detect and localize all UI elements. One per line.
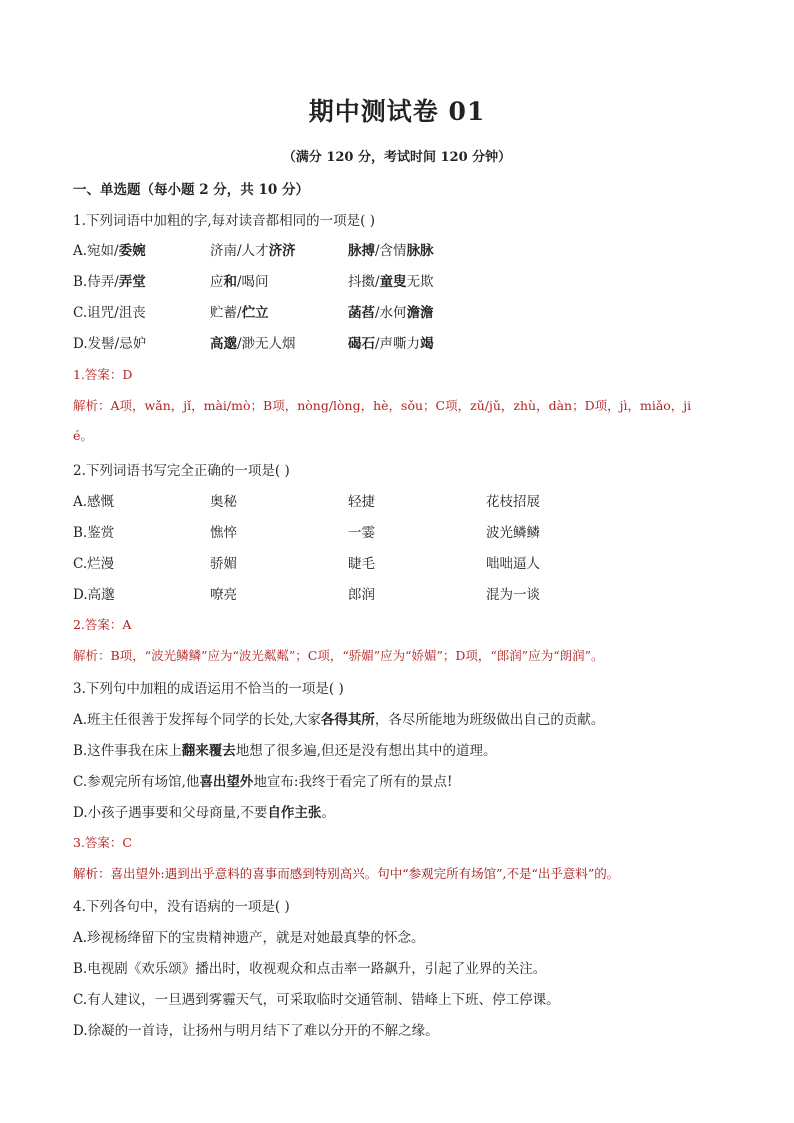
option-word-bold: 菡萏: [348, 305, 375, 321]
option-word: 睫毛: [348, 556, 375, 572]
option-word: 抖擞/: [348, 274, 380, 290]
option-text: 地想了很多遍,但还是没有想出其中的道理。: [235, 743, 497, 759]
option-word: B.鉴赏: [73, 525, 115, 541]
option-word-bold: 澹澹: [406, 305, 434, 321]
explanation-text: B项，“波光鳞鳞”应为“波光粼粼”；C项，“骄媚”应为“娇媚”；D项，“郎润”应为“朗润”。: [110, 648, 604, 663]
page-title: 期中测试卷 01: [308, 97, 486, 126]
question-4-option-a: A.珍视杨绛留下的宝贵精神遗产，就是对她最真挚的怀念。: [73, 930, 425, 946]
option-word: /: [237, 305, 242, 321]
question-1-stem: 1.下列词语中加粗的字,每对读音都相同的一项是( ): [73, 213, 375, 229]
question-3-stem: 3.下列句中加粗的成语运用不恰当的一项是( ): [73, 681, 344, 697]
option-word-bold: 伫立: [241, 305, 269, 321]
answer-2: 2.答案：A: [73, 617, 132, 632]
option-word: 郎润: [348, 587, 375, 603]
option-word: 无欺: [406, 274, 434, 290]
option-text: 。: [321, 805, 335, 821]
option-word-bold: 和: [223, 274, 237, 290]
option-word: 诅咒/沮丧: [87, 305, 146, 321]
option-prefix: A.: [73, 243, 88, 259]
option-word: A.感慨: [73, 494, 115, 510]
question-3-option-c: [73, 770, 452, 790]
option-text: A.班主任很善于发挥每个同学的长处,大家: [73, 712, 321, 728]
option-word: 憔悴: [210, 525, 237, 541]
question-3-option-a: [73, 708, 604, 728]
explanation-3: [73, 864, 619, 882]
option-word: 发髻/忌妒: [87, 336, 147, 352]
option-word: /喝问: [237, 274, 269, 290]
explanation-1-line-1: [73, 396, 691, 414]
option-word: 一霎: [348, 525, 375, 541]
option-word-bold: 竭: [420, 336, 434, 352]
option-word-bold: 脉脉: [406, 243, 434, 259]
question-4-option-c: C.有人建议，一旦遇到雾霾天气，可采取临时交通管制、错峰上下班、停工停课。: [73, 992, 560, 1008]
explanation-1-line-2: é。: [73, 428, 93, 443]
answer-3: 3.答案：C: [73, 835, 132, 850]
option-word: 济南/人才: [210, 243, 269, 259]
idiom-bold: 自作主张: [267, 805, 322, 821]
explanation-text: 喜出望外:遇到出乎意料的喜事而感到特别高兴。句中“参观完所有场馆”,不是“出乎意料”的。: [110, 866, 620, 881]
option-word: /含情: [375, 243, 407, 259]
option-word: /声嘶力: [375, 336, 421, 352]
option-word: /渺无人烟: [237, 336, 296, 352]
question-2-stem: 2.下列词语书写完全正确的一项是( ): [73, 463, 290, 479]
option-word-bold: 高邈: [210, 336, 237, 352]
question-4-option-d: D.徐凝的一首诗，让扬州与明月结下了难以分开的不解之缘。: [73, 1023, 439, 1039]
option-word: 骄媚: [210, 556, 237, 572]
section-heading: 一、单选题（每小题 2 分，共 10 分）: [73, 182, 309, 198]
option-text: B.这件事我在床上: [73, 743, 182, 759]
question-3-option-b: [73, 739, 497, 759]
explanation-text: A项，wǎn，jǐ，mài/mò；B项，nòng/lòng，hè，sǒu；C项，zǔ/jǔ，zhù，dàn；D项，jì，miǎo，ji: [110, 398, 692, 413]
question-3-option-d: [73, 801, 335, 821]
option-word: D.高邈: [73, 587, 115, 603]
option-word-bold: 委婉: [118, 243, 146, 259]
explanation-label: 解析：: [73, 398, 111, 413]
page-subtitle: （满分 120 分，考试时间 120 分钟）: [282, 150, 512, 165]
option-word: 侍弄/: [87, 274, 119, 290]
option-word-bold: 碣石: [348, 336, 375, 352]
question-4-option-b: B.电视剧《欢乐颂》播出时，收视观众和点击率一路飙升，引起了业界的关注。: [73, 961, 547, 977]
option-word: 贮蓄: [210, 305, 237, 321]
explanation-label: 解析：: [73, 866, 111, 881]
option-word: 混为一谈: [486, 587, 540, 603]
option-word: 波光鳞鳞: [486, 525, 540, 541]
option-word: C.烂漫: [73, 556, 115, 572]
explanation-label: 解析：: [73, 648, 111, 663]
question-4-stem: 4.下列各句中，没有语病的一项是( ): [73, 899, 290, 915]
option-word-bold: 童叟: [379, 274, 407, 290]
option-word: 嘹亮: [210, 587, 237, 603]
explanation-2: [73, 646, 603, 664]
idiom-bold: 喜出望外: [199, 774, 254, 790]
idiom-bold: 各得其所: [320, 712, 375, 728]
answer-1: 1.答案：D: [73, 367, 133, 382]
option-word-bold: 脉搏: [348, 243, 375, 259]
idiom-bold: 翻来覆去: [181, 743, 236, 759]
option-text: ，各尽所能地为班级做出自己的贡献。: [374, 712, 605, 728]
option-word-bold: 弄堂: [118, 274, 146, 290]
option-word: 奥秘: [210, 494, 237, 510]
option-prefix: B.: [73, 274, 88, 290]
option-word: 咄咄逼人: [486, 556, 540, 572]
option-word-bold: 济济: [268, 243, 296, 259]
option-word: 应: [210, 274, 224, 290]
option-prefix: C.: [73, 305, 88, 321]
option-word: 轻捷: [348, 494, 375, 510]
option-word: 宛如/: [87, 243, 119, 259]
option-text: 地宣布:我终于看完了所有的景点!: [253, 774, 453, 790]
option-prefix: D.: [73, 336, 88, 352]
option-word: 花枝招展: [486, 494, 540, 510]
option-text: D.小孩子遇事要和父母商量,不要: [73, 805, 268, 821]
option-text: C.参观完所有场馆,他: [73, 774, 200, 790]
option-word: /水何: [375, 305, 407, 321]
